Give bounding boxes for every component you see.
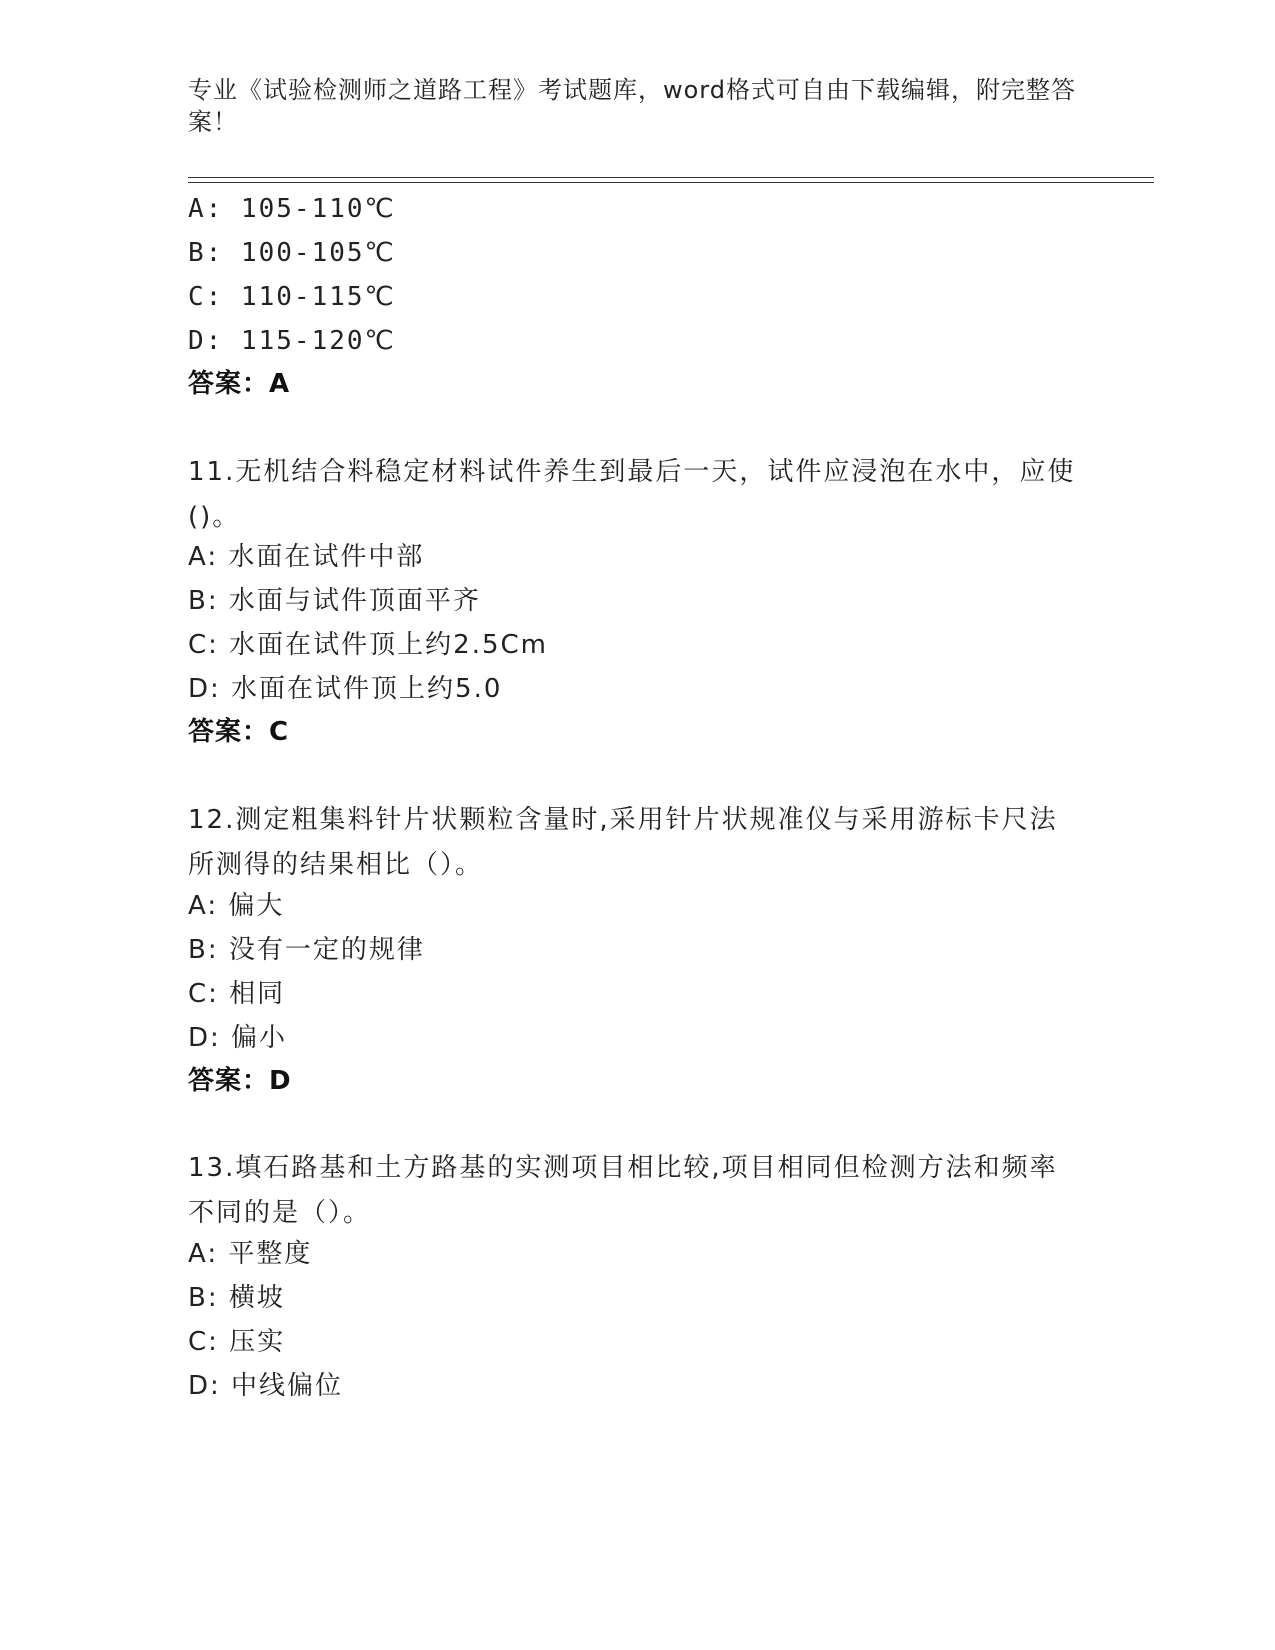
q13-option-a: A: 平整度 [188,1239,313,1269]
q12-option-a: A: 偏大 [188,891,285,921]
q13-option-d: D: 中线偏位 [188,1371,344,1401]
header-divider-top [188,177,1154,178]
q11-stem: 11.无机结合料稳定材料试件养生到最后一天，试件应浸泡在水中，应使()。 [188,457,1076,532]
q13-option-c: C: 压实 [188,1327,286,1357]
q12-option-c: C: 相同 [188,979,286,1009]
document-header: 专业《试验检测师之道路工程》考试题库，word格式可自由下载编辑，附完整答案！ [188,76,1076,136]
q13-option-b: B: 横坡 [188,1283,285,1313]
q10-option-d: D: 115-120℃ [188,326,396,356]
q12-answer: 答案：D [188,1066,292,1096]
q10-option-c: C: 110-115℃ [188,282,396,312]
header-divider-bottom [188,182,1154,183]
q13-stem: 13.填石路基和土方路基的实测项目相比较,项目相同但检测方法和频率不同的是（）。 [188,1153,1058,1228]
q10-option-b: B: 100-105℃ [188,238,396,268]
q11-option-a: A: 水面在试件中部 [188,542,425,572]
q12-stem: 12.测定粗集料针片状颗粒含量时,采用针片状规准仪与采用游标卡尺法所测得的结果相比（）。 [188,805,1058,880]
q10-answer: 答案：A [188,369,291,399]
q11-answer: 答案：C [188,717,290,747]
q11-option-c: C: 水面在试件顶上约2.5Cm [188,630,549,660]
q12-option-d: D: 偏小 [188,1023,288,1053]
q11-option-b: B: 水面与试件顶面平齐 [188,586,481,616]
q12-option-b: B: 没有一定的规律 [188,935,425,965]
q11-option-d: D: 水面在试件顶上约5.0 [188,674,503,704]
q10-option-a: A: 105-110℃ [188,194,396,224]
